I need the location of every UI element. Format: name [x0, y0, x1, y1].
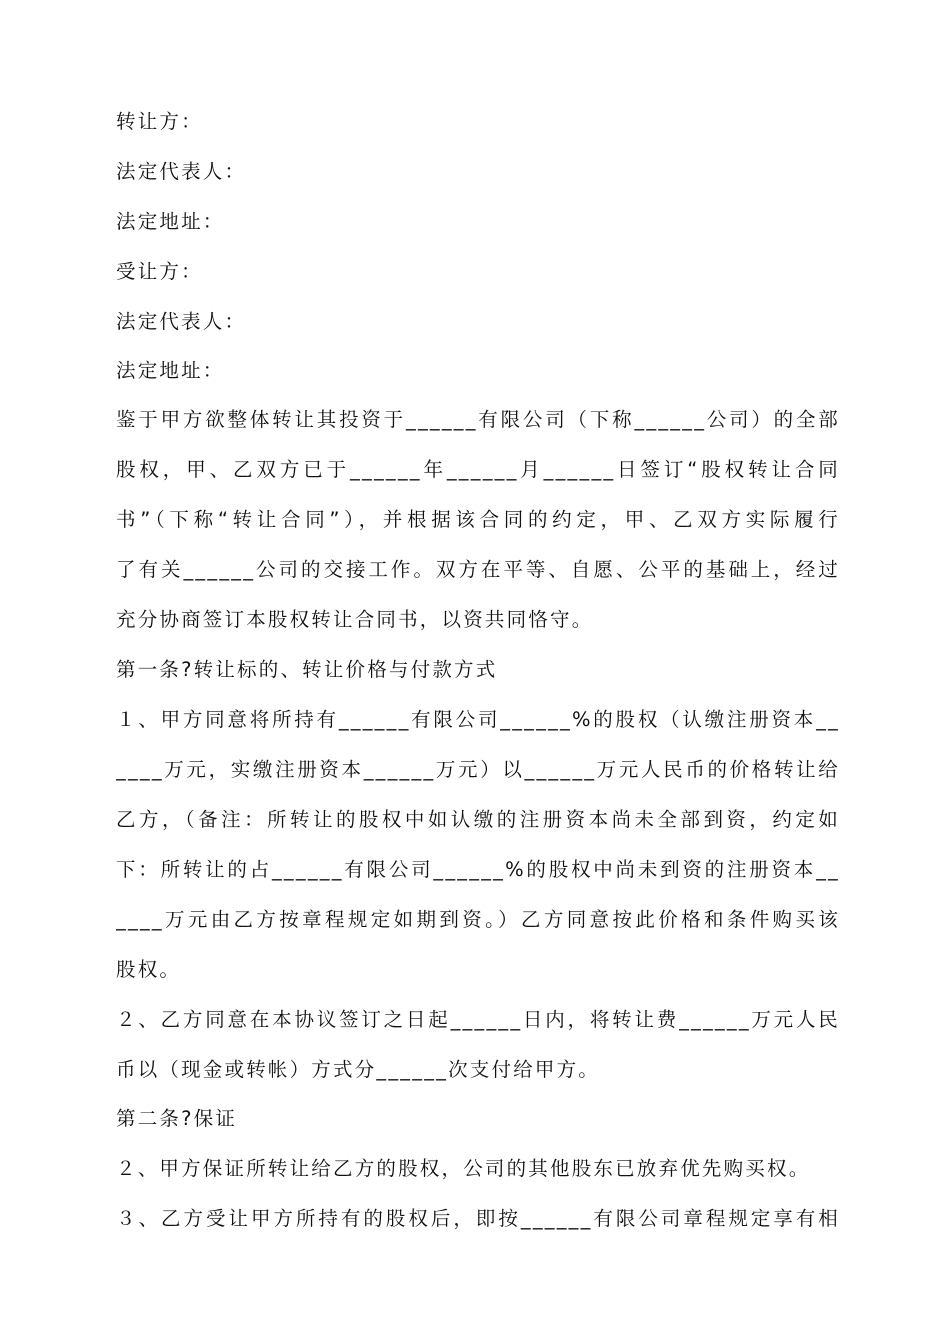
preamble-line-2: 股权，甲、乙双方已于______年______月______日签订“股权转让合同: [116, 458, 840, 481]
clause-1-line-1: １、甲方同意将所持有______有限公司______%的股权（认缴注册资本__: [116, 708, 840, 731]
preamble-line-5: 充分协商签订本股权转让合同书，以资共同恪守。: [116, 608, 594, 631]
clause-2-line-1: ２、乙方同意在本协议签订之日起______日内，将转让费______万元人民: [116, 1008, 840, 1031]
article-1-heading: 第一条?转让标的、转让价格与付款方式: [116, 658, 498, 681]
clause-2-line-2: 币以（现金或转帐）方式分______次支付给甲方。: [116, 1058, 601, 1081]
clause-1-line-3: 乙方，（备注：所转让的股权中如认缴的注册资本尚未全部到资，约定如: [116, 808, 840, 831]
preamble-line-3: 书”（下称“转让合同”），并根据该合同的约定，甲、乙双方实际履行: [116, 508, 840, 531]
clause-1-line-6: 股权。: [116, 958, 182, 981]
preamble-line-4: 了有关______公司的交接工作。双方在平等、自愿、公平的基础上，经过: [116, 558, 840, 581]
preamble-line-1: 鉴于甲方欲整体转让其投资于______有限公司（下称______公司）的全部: [116, 408, 840, 431]
transferor-label: 转让方：: [116, 110, 203, 133]
transferee-legal-rep-label: 法定代表人：: [116, 310, 247, 333]
article-2-heading: 第二条?保证: [116, 1107, 238, 1130]
transferor-legal-rep-label: 法定代表人：: [116, 160, 247, 183]
transferor-address-label: 法定地址：: [116, 210, 225, 233]
warranty-clause-2: ２、甲方保证所转让给乙方的股权，公司的其他股东已放弃优先购买权。: [116, 1157, 811, 1180]
clause-1-line-2: ____万元，实缴注册资本______万元）以______万元人民币的价格转让给: [116, 758, 840, 781]
transferee-address-label: 法定地址：: [116, 359, 225, 382]
warranty-clause-3: ３、乙方受让甲方所持有的股权后，即按______有限公司章程规定享有相: [116, 1207, 840, 1230]
clause-1-line-4: 下：所转让的占______有限公司______%的股权中尚未到资的注册资本__: [116, 858, 840, 881]
transferee-label: 受让方：: [116, 260, 203, 283]
clause-1-line-5: ____万元由乙方按章程规定如期到资。）乙方同意按此价格和条件购买该: [116, 908, 840, 931]
